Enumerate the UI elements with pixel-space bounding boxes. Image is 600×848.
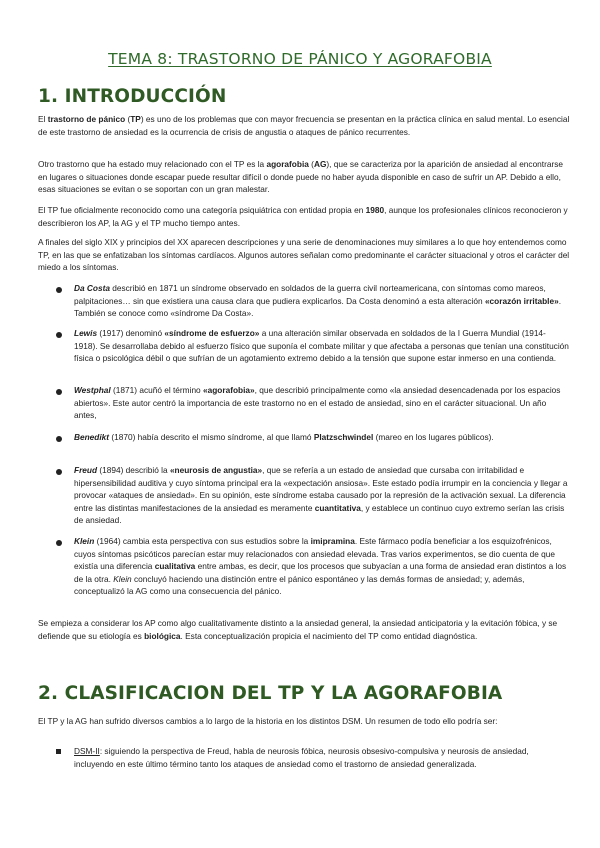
list-item: Da Costa describió en 1871 un síndrome observado en soldados de la guerra civil norteamericana, con síntomas como mareos, palpitaciones… sin que existiera una causa clara que pudiera explicarlos. Da Costa denominó a esta alteración «corazón irritable». También se conoce como «síndrome Da Costa».	[74, 283, 562, 319]
paragraph: El TP fue oficialmente reconocido como una categoría psiquiátrica con entidad propia en 1980, aunque los profesionales clínicos reconocieron y describieron los AP, la AG y el TP mucho tiempo antes.	[38, 205, 568, 228]
bullet-marker	[56, 749, 61, 754]
bullet-marker	[56, 540, 62, 546]
paragraph: Otro trastorno que ha estado muy relacionado con el TP es la agorafobia (AG), que se caracteriza por la aparición de ansiedad al encontrarse en lugares o situaciones donde escapar puede resultar difícil o donde puede no haber ayuda disponible en caso de sufrir un AP. Debido a ello, esas situaciones se evitan o se soportan con un gran malestar.	[38, 159, 564, 195]
list-item: Klein (1964) cambia esta perspectiva con sus estudios sobre la imipramina. Este fármaco podía beneficiar a los esquizofrénicos, cuyos síntomas psicóticos parecían estar muy relacionados con ansiedad elevada. Tras varios experimentos, se dio cuenta de que existía una diferencia cualitativa entre ambas, es decir, que los procesos que subyacían a una forma de ansiedad eran distintos a los de la otra. Klein concluyó haciendo una distinción entre el pánico espontáneo y las demás formas de ansiedad; y, además, conceptualizó la AG como una consecuencia del pánico.	[74, 536, 567, 597]
bullet-marker	[56, 389, 62, 395]
list-item: DSM-II: siguiendo la perspectiva de Freud, habla de neurosis fóbica, neurosis obsesivo-compulsiva y neurosis de ansiedad, incluyendo en este último término tanto los ataques de ansiedad como el trastorno de ansiedad generalizada.	[74, 746, 529, 769]
paragraph: El trastorno de pánico (TP) es uno de los problemas que con mayor frecuencia se presentan en la práctica clínica en salud mental. Lo esencial de este trastorno de ansiedad es la ocurrencia de crisis de angustia o ataques de pánico recurrentes.	[38, 114, 570, 137]
section-heading-introduccion: 1. INTRODUCCIÓN	[38, 86, 227, 107]
bullet-marker	[56, 469, 62, 475]
paragraph: El TP y la AG han sufrido diversos cambios a lo largo de la historia en los distintos DSM. Un resumen de todo ello podría ser:	[38, 716, 498, 726]
list-item: Westphal (1871) acuñó el término «agorafobia», que describió principalmente como «la ansiedad desencadenada por los espacios abiertos». Este autor centró la importancia de este trastorno no en el estado de ansiedad, sino en el carácter situacional. Un año antes,	[74, 385, 561, 421]
bullet-marker	[56, 287, 62, 293]
paragraph: Se empieza a considerar los AP como algo cualitativamente distinto a la ansiedad general, la ansiedad anticipatoria y la evitación fóbica, y se defiende que su etiología es biológica. Esta conceptualización propicia el nacimiento del TP como entidad diagnóstica.	[38, 618, 558, 641]
bullet-marker	[56, 332, 62, 338]
document-title: TEMA 8: TRASTORNO DE PÁNICO Y AGORAFOBIA	[108, 50, 492, 68]
bullet-marker	[56, 436, 62, 442]
list-item: Benedikt (1870) había descrito el mismo síndrome, al que llamó Platzschwindel (mareo en los lugares públicos).	[74, 432, 494, 442]
paragraph: A finales del siglo XIX y principios del XX aparecen descripciones y una serie de denominaciones muy similares a lo que hoy entendemos como TP, en las que se enfatizaban los síntomas cardíacos. Algunos autores señalan como predominante el carácter situacional y otros el carácter del miedo a los síntomas.	[38, 237, 570, 273]
list-item: Freud (1894) describió la «neurosis de angustia», que se refería a un estado de ansiedad que cursaba con irritabilidad e hipersensibilidad auditiva y cuyo síntoma principal era la «expectación ansiosa». Este estado podía irrumpir en la conciencia y llegar a provocar «ataques de ansiedad». En su opinión, este síndrome estaba causado por la represión de la activación sexual. La diferencia entre las distintas manifestaciones de la ansiedad es meramente cuantitativa, y establece un continuo cuyo extremo serían las crisis de ansiedad.	[74, 465, 568, 526]
section-heading-clasificacion: 2. CLASIFICACION DEL TP Y LA AGORAFOBIA	[38, 683, 503, 704]
list-item: Lewis (1917) denominó «síndrome de esfuerzo» a una alteración similar observada en soldados de la I Guerra Mundial (1914- 1918). Se desarrollaba debido al esfuerzo físico que suponía el combate militar y que afectaba a personas que tenían una constitución física o psicológica débil o que sufrían de un agotamiento extremo debido a la tensión que supone estar inmerso en una contienda.	[74, 328, 569, 364]
